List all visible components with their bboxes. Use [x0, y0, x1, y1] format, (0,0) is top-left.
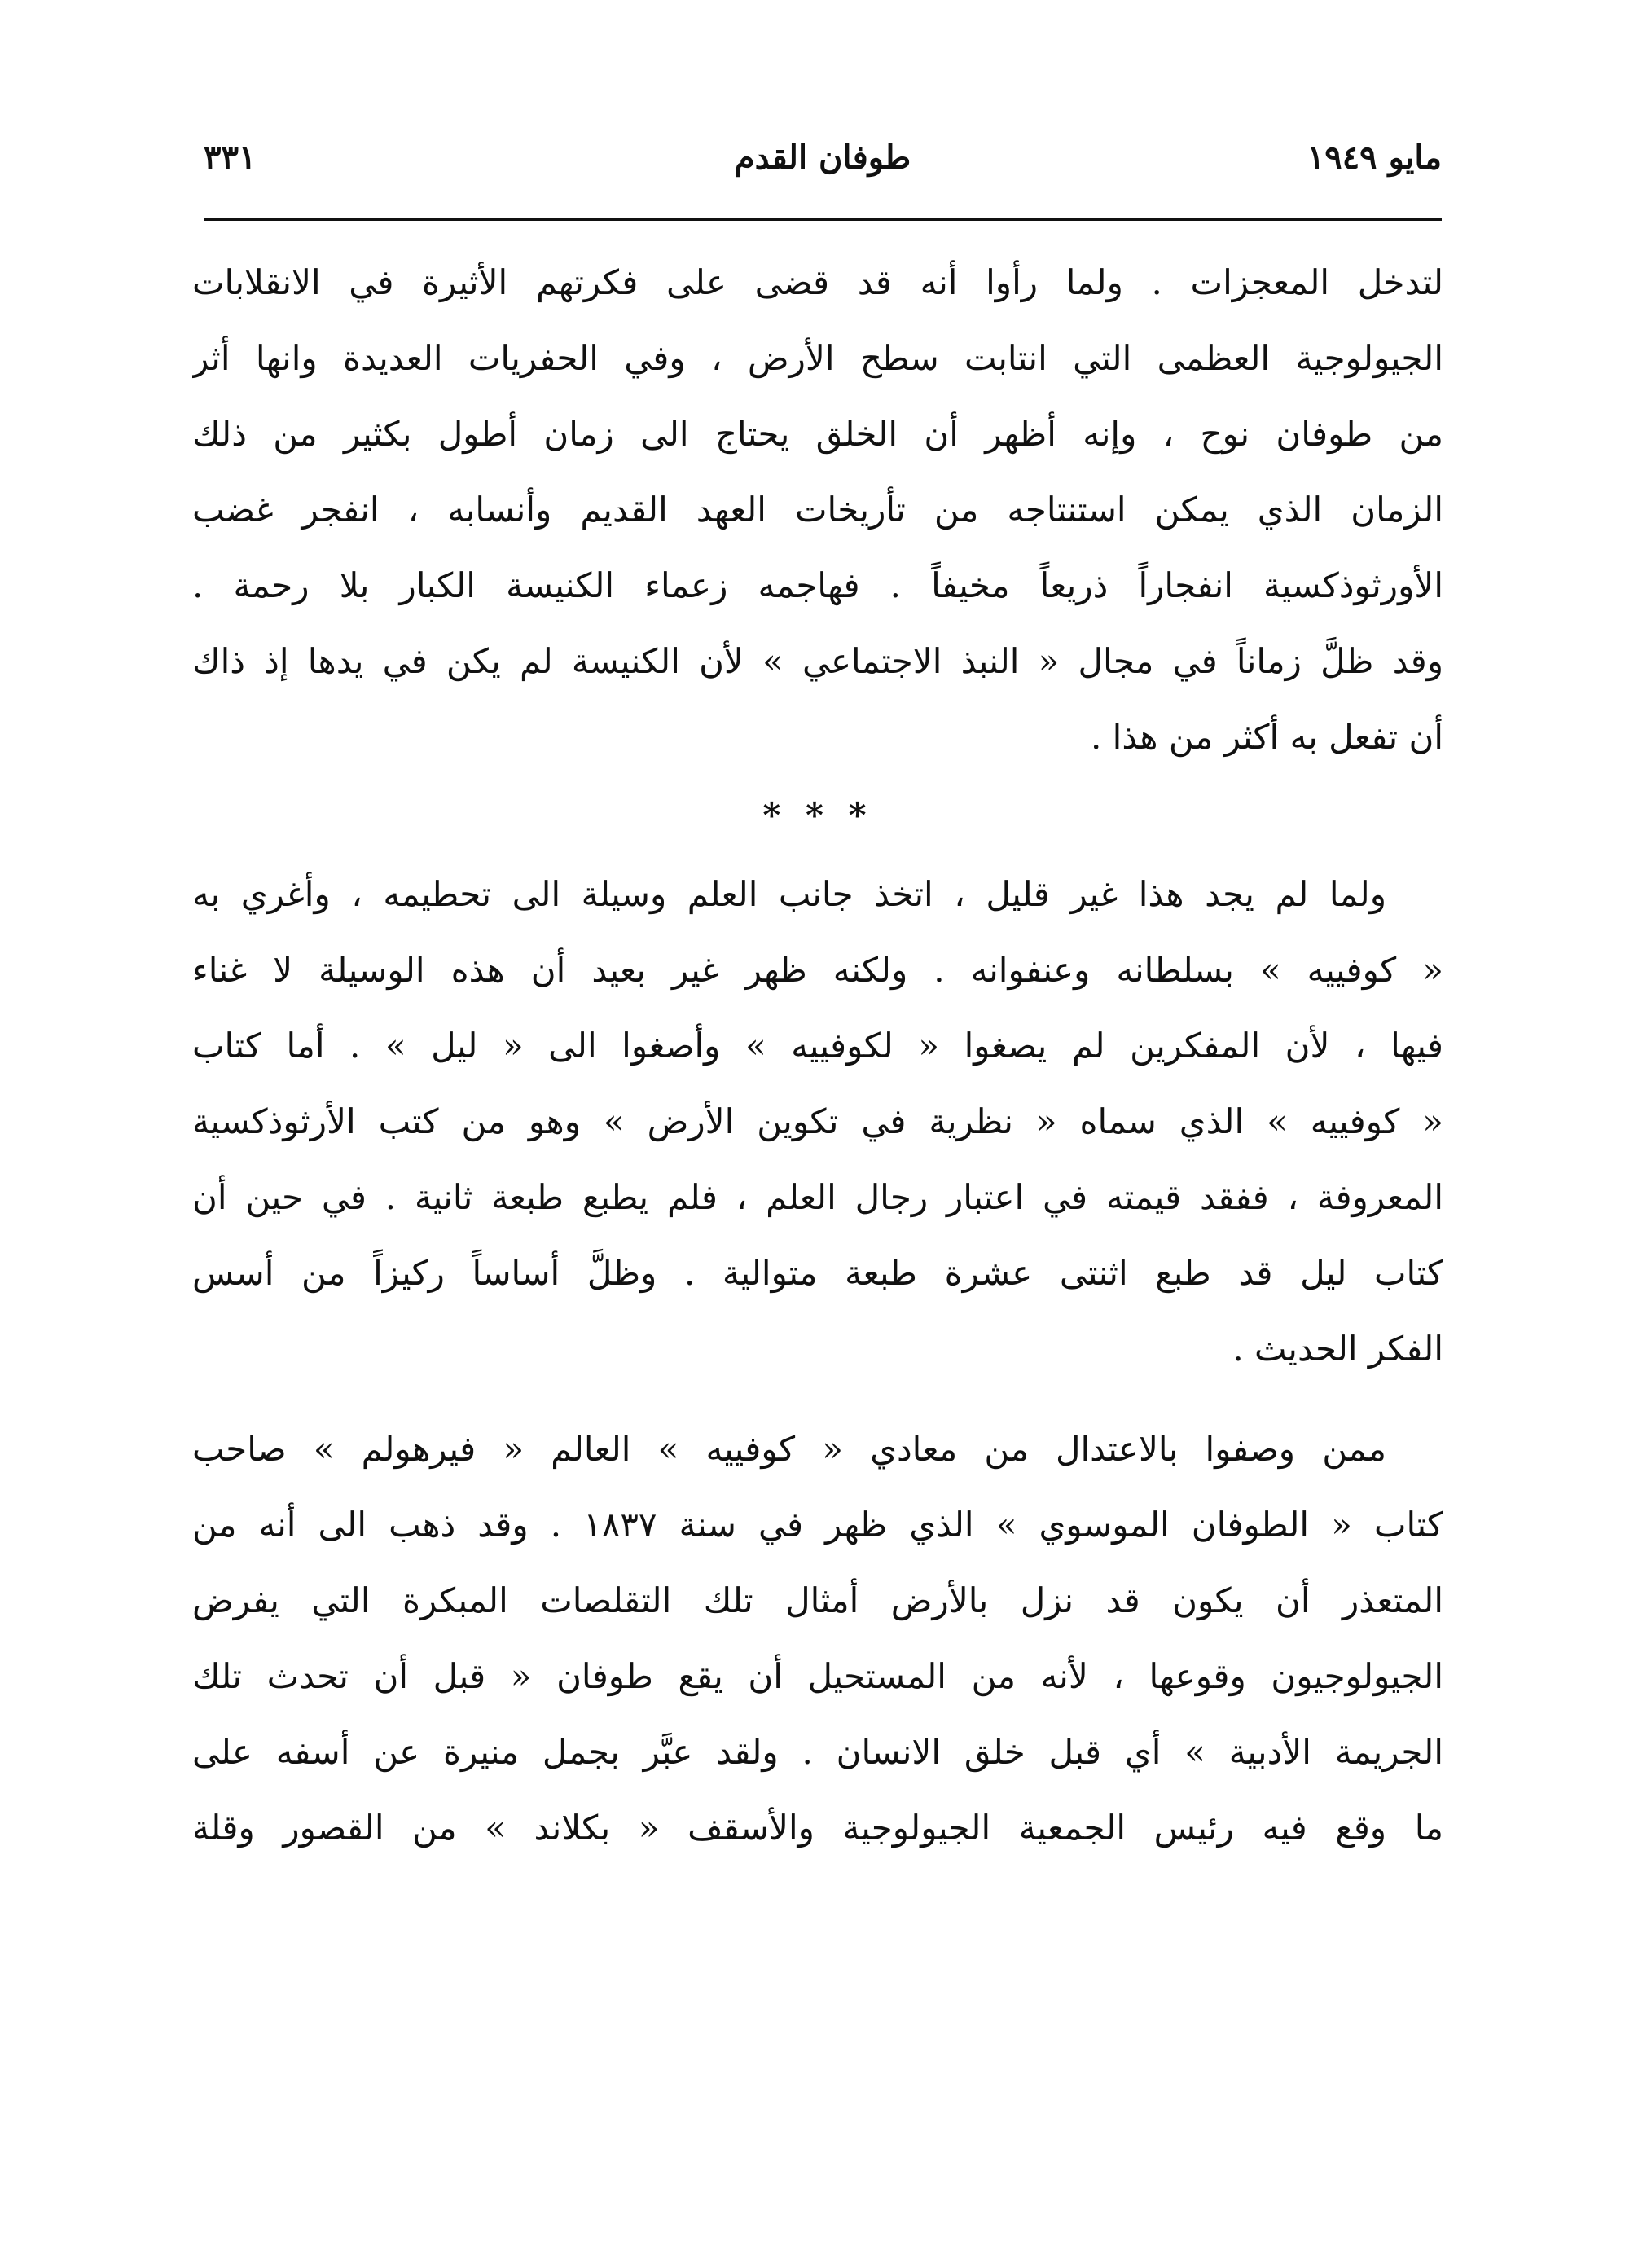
- text-line: ولما لم يجد هذا غير قليل ، اتخذ جانب العلم وسيلة الى تحطيمه ، وأغري به: [192, 874, 1386, 914]
- text-line: كتاب ليل قد طبع اثنتى عشرة طبعة متوالية . وظلَّ أساساً ركيزاً من أسس: [192, 1253, 1443, 1293]
- section-separator: * * *: [762, 795, 873, 835]
- body-text: [192, 244, 1443, 1866]
- text-line: الجيولوجية العظمى التي انتابت سطح الأرض ، وفي الحفريات العديدة وانها أثر: [192, 338, 1443, 378]
- header-date: مايو ١٩٤٩: [1307, 138, 1442, 177]
- text-line: وقد ظلَّ زماناً في مجال « النبذ الاجتماعي » لأن الكنيسة لم يكن في يدها إذ ذاك: [192, 641, 1443, 681]
- text-line: ممن وصفوا بالاعتدال من معادي « كوفييه » العالم « فيرهولم » صاحب: [192, 1429, 1386, 1469]
- text-line: الجيولوجيون وقوعها ، لأنه من المستحيل أن يقع طوفان « قبل أن تحدث تلك: [192, 1656, 1443, 1696]
- page-header: [204, 122, 1442, 196]
- text-line: من طوفان نوح ، وإنه أظهر أن الخلق يحتاج الى زمان أطول بكثير من ذلك: [192, 414, 1443, 454]
- header-rule: [204, 218, 1442, 221]
- text-line: كتاب « الطوفان الموسوي » الذي ظهر في سنة ١٨٣٧ . وقد ذهب الى أنه من: [192, 1505, 1443, 1545]
- text-line: فيها ، لأن المفكرين لم يصغوا « لكوفييه » وأصغوا الى « ليل » . أما كتاب: [192, 1026, 1443, 1066]
- text-line: « كوفييه » بسلطانه وعنفوانه . ولكنه ظهر غير بعيد أن هذه الوسيلة لا غناء: [192, 950, 1443, 990]
- paragraph-gap: [192, 1387, 1443, 1411]
- text-line: المعروفة ، ففقد قيمته في اعتبار رجال العلم ، فلم يطبع طبعة ثانية . في حين أن: [192, 1177, 1443, 1217]
- paragraph-3: [192, 1411, 1443, 1866]
- text-line: المتعذر أن يكون قد نزل بالأرض أمثال تلك التقلصات المبكرة التي يفرض: [192, 1580, 1443, 1620]
- text-line: « كوفييه » الذي سماه « نظرية في تكوين الأرض » وهو من كتب الأرثوذكسية: [192, 1101, 1443, 1141]
- text-line: الزمان الذي يمكن استنتاجه من تأريخات العهد القديم وأنسابه ، انفجر غضب: [192, 490, 1443, 530]
- text-line: لتدخل المعجزات . ولما رأوا أنه قد قضى على فكرتهم الأثيرة في الانقلابات: [192, 262, 1443, 302]
- text-line: الجريمة الأدبية » أي قبل خلق الانسان . ولقد عبَّر بجمل منيرة عن أسفه على: [192, 1732, 1443, 1772]
- header-title: طوفان القدم: [734, 138, 911, 177]
- page-number: ٣٣١: [204, 138, 257, 177]
- text-line: أن تفعل به أكثر من هذا .: [1090, 717, 1443, 757]
- text-line: ما وقع فيه رئيس الجمعية الجيولوجية والأسقف « بكلاند » من القصور وقلة: [192, 1808, 1443, 1848]
- text-line: الأورثوذكسية انفجاراً ذريعاً مخيفاً . فهاجمه زعماء الكنيسة الكبار بلا رحمة .: [192, 565, 1443, 605]
- paragraph-2: [192, 856, 1443, 1387]
- paragraph-1: [192, 244, 1443, 775]
- text-line: الفكر الحديث .: [1232, 1329, 1443, 1369]
